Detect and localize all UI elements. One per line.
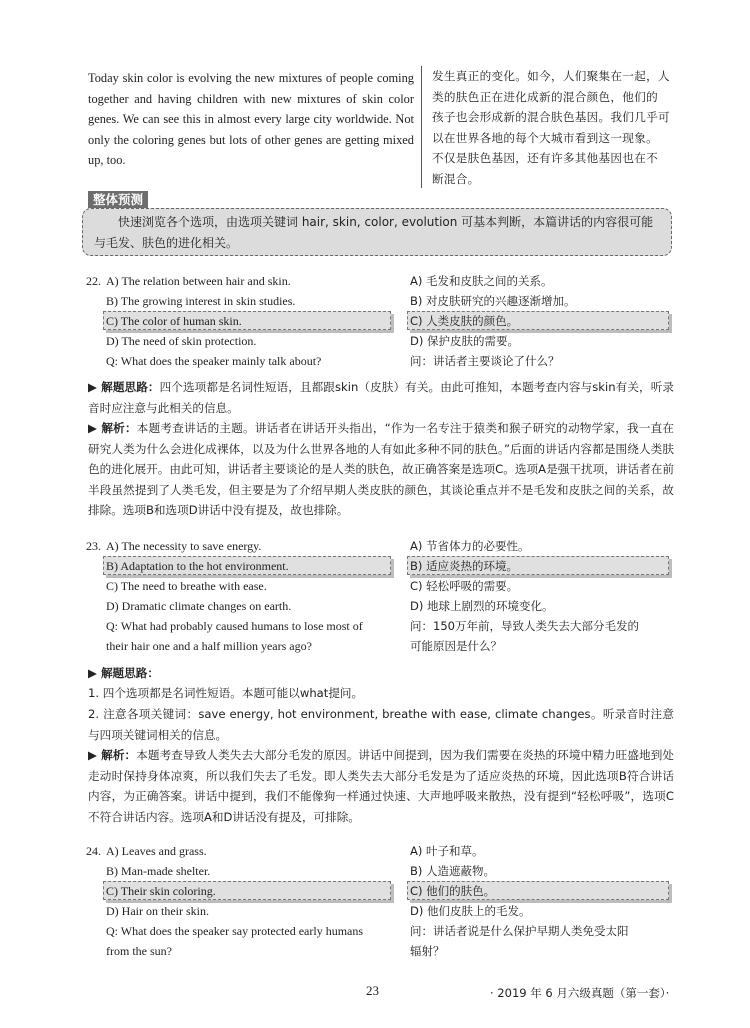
tip-text: 四个选项都是名词性短语，且都跟skin（皮肤）有关。由此可推知，本题考查内容与skin有关，听录音时应注意与此相关的信息。 (88, 380, 674, 415)
option-c-zh: C) 轻松呼吸的需要。 (410, 579, 519, 593)
option-b-zh: B) 适应炎热的环境。 (410, 559, 519, 573)
page-number: 23 (366, 983, 379, 998)
option-a-zh: A) 毛发和皮肤之间的关系。 (410, 274, 553, 288)
option-b-en: B) The growing interest in skin studies. (106, 294, 296, 308)
q23-analysis (88, 745, 674, 827)
prediction-text: 快速浏览各个选项，由选项关键词 hair, skin, color, evolution 可基本判断，本篇讲话的内容很可能与毛发、肤色的进化相关。 (94, 215, 654, 250)
option-c-zh: C) 他们的肤色。 (410, 884, 496, 898)
tip-label: ▶ 解题思路： (88, 380, 160, 394)
q23-tip-1: 1. 四个选项都是名词性短语。本题可能以what提问。 (88, 686, 364, 700)
question-zh-line: 可能原因是什么？ (410, 639, 502, 653)
question-en-line: Q: What does the speaker say protected early humans (106, 924, 364, 938)
question-en: Q: What does the speaker mainly talk about? (106, 354, 322, 368)
option-b-en: B) Man-made shelter. (106, 864, 211, 878)
intro-zh-line: 发生真正的变化。如今，人们聚集在一起，人 (432, 69, 670, 83)
q22-analysis (88, 418, 674, 521)
intro-zh-line: 断混合。 (432, 171, 480, 186)
q23-tip-label-line (88, 663, 674, 684)
footer-section-title: · 2019 年 6 月六级真题（第一套）· (490, 986, 670, 1000)
question-zh-line: 问：讲话者说是什么保护早期人类免受太阳 (410, 924, 629, 938)
intro-zh-line: 类的肤色正在进化成新的混合颜色，他们的 (432, 89, 658, 104)
option-c-en: C) The color of human skin. (106, 314, 242, 328)
question-22 (86, 271, 686, 371)
question-zh: 问：讲话者主要谈论了什么？ (410, 354, 560, 368)
intro-zh-line: 不仅是肤色基因，还有许多其他基因也在不 (432, 151, 658, 166)
option-a-zh: A) 节省体力的必要性。 (410, 539, 530, 553)
prediction-title: 整体预测 (88, 191, 148, 208)
option-a-zh: A) 叶子和草。 (410, 844, 484, 858)
option-d-en: D) The need of skin protection. (106, 334, 257, 348)
q22-tips (88, 377, 674, 418)
question-23 (86, 536, 686, 656)
option-a-en: A) The relation between hair and skin. (106, 274, 291, 288)
option-a-en: A) Leaves and grass. (106, 844, 207, 858)
question-en-line: their hair one and a half million years ago? (106, 639, 312, 653)
option-c-zh: C) 人类皮肤的颜色。 (410, 314, 519, 328)
option-d-zh: D) 保护皮肤的需要。 (410, 334, 519, 348)
analysis-text: 本题考查导致人类失去大部分毛发的原因。讲话中间提到，因为我们需要在炎热的环境中精力旺盛地到处走动时保持身体凉爽，所以我们失去了毛发。即人类失去大部分毛发是为了适应炎热的环境，因此选项B符合讲话内容，为正确答案。讲话中提到，我们不能像狗一样通过快速、大声地呼吸来散热，没有提到“轻松呼吸”，选项C不符合讲话内容。选项A和D讲话没有提及，可排除。 (88, 748, 674, 824)
analysis-label: ▶ 解析： (88, 748, 137, 762)
question-number: 23. (86, 539, 101, 553)
option-c-en: C) The need to breathe with ease. (106, 579, 267, 593)
intro-chinese-paragraph (432, 66, 672, 190)
option-d-en: D) Dramatic climate changes on earth. (106, 599, 292, 613)
option-d-zh: D) 地球上剧烈的环境变化。 (410, 599, 554, 613)
column-divider (421, 66, 422, 188)
analysis-text: 本题考查讲话的主题。讲话者在讲话开头指出，“作为一名专注于猿类和猴子研究的动物学家，我一直在研究人类为什么会进化成裸体，以及为什么世界各地的人有如此多种不同的肤色。”后面的讲话内容都是围绕人类肤色的进化展开。由此可知，讲话者主要谈论的是人类的肤色，故正确答案是选项C。选项A是强干扰项，讲话者在前半段虽然提到了人类毛发，但主要是为了介绍早期人类皮肤的颜色，其谈论重点并不是毛发和皮肤之间的关系，故排除。选项B和选项D讲话中没有提及，故也排除。 (88, 421, 675, 518)
tip-label: ▶ 解题思路： (88, 666, 159, 680)
question-24 (86, 841, 686, 961)
question-en-line: Q: What had probably caused humans to lose most of (106, 619, 363, 633)
question-number: 22. (86, 274, 101, 288)
option-d-en: D) Hair on their skin. (106, 904, 209, 918)
q23-tip-2: 2. 注意各项关键词：save energy, hot environment, breathe with ease, climate changes。听录音时注意与四项关键词相关的信息。 (88, 707, 674, 742)
option-b-zh: B) 对皮肤研究的兴趣逐渐增加。 (410, 294, 576, 308)
question-zh-line: 问：150万年前，导致人类失去大部分毛发的 (410, 619, 639, 633)
intro-zh-line: 以在世界各地的每个大城市看到这一现象。 (432, 130, 658, 145)
question-number: 24. (86, 844, 101, 858)
option-c-en: C) Their skin coloring. (106, 884, 216, 898)
option-a-en: A) The necessity to save energy. (106, 539, 262, 553)
option-b-zh: B) 人造遮蔽物。 (410, 864, 496, 878)
intro-zh-line: 孩子也会形成新的混合肤色基因。我们几乎可 (432, 110, 670, 125)
intro-english-paragraph: Today skin color is evolving the new mixtures of people coming together and having children with new mixtures of skin color genes. We can see this in almost every large city worldwide. Not only the coloring genes but lots of other genes are getting mixed up, too. (88, 71, 414, 168)
option-b-en: B) Adaptation to the hot environment. (106, 559, 289, 573)
question-en-line: from the sun? (106, 944, 172, 958)
analysis-label: ▶ 解析： (88, 421, 137, 435)
question-zh-line: 辐射？ (410, 944, 445, 958)
option-d-zh: D) 他们皮肤上的毛发。 (410, 904, 531, 918)
